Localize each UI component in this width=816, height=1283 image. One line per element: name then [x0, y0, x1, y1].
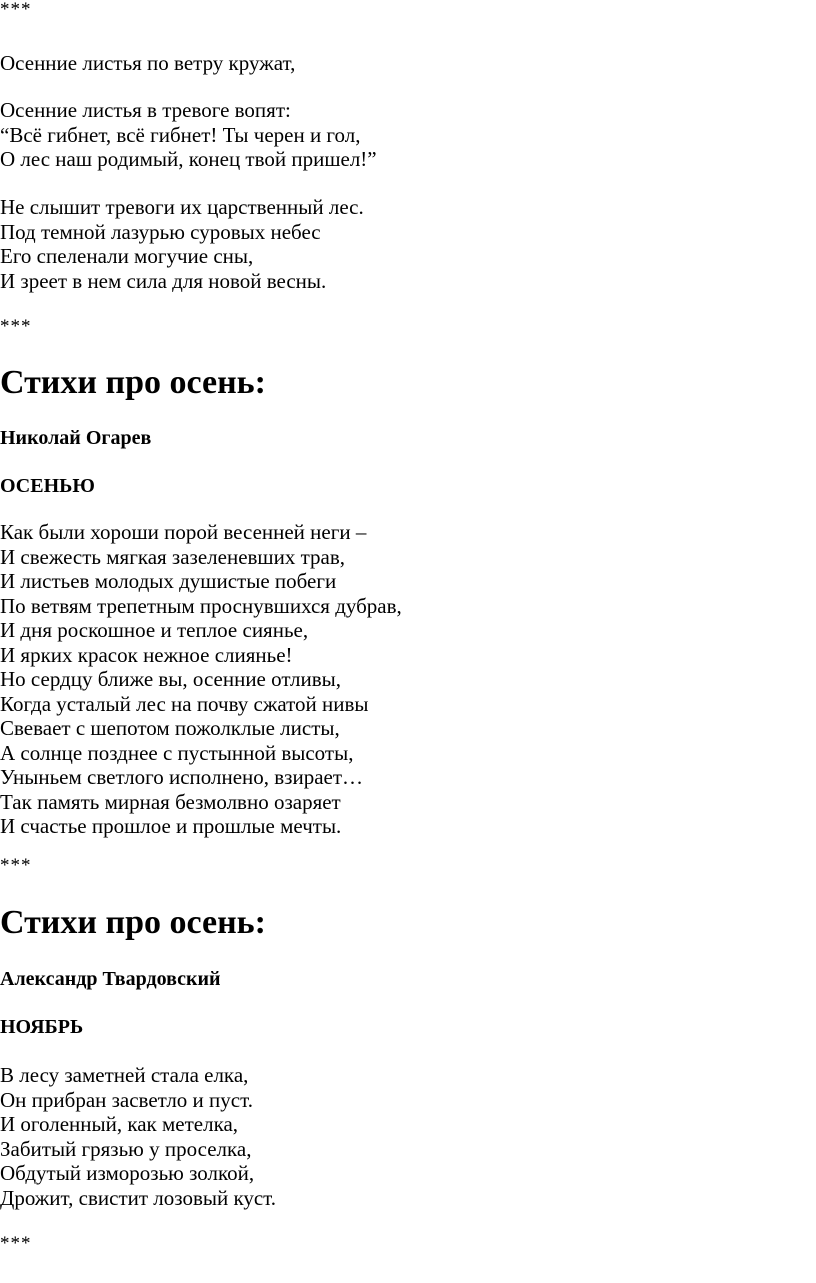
- poem-line: И ярких красок нежное слиянье!: [0, 642, 293, 667]
- poem-line: И свежесть мягкая зазеленевших трав,: [0, 544, 346, 569]
- poem-line: Но сердцу ближе вы, осенние отливы,: [0, 667, 341, 691]
- poem-line: Не слышит тревоги их царственный лес.: [0, 195, 364, 219]
- poem-line: По ветвям трепетным проснувшихся дубрав,: [0, 593, 402, 618]
- poem-line: И дня роскошное и теплое сиянье,: [0, 618, 309, 642]
- poem-line: В лесу заметней стала елка,: [0, 1063, 249, 1087]
- poem-line: И зреет в нем сила для новой весны.: [0, 268, 327, 293]
- section-heading: Стихи про осень:: [0, 364, 266, 401]
- poem-line: О лес наш родимый, конец твой пришел!”: [0, 147, 377, 171]
- poem-line: И листьев молодых душистые побеги: [0, 569, 337, 593]
- poem-line: И счастье прошлое и прошлые мечты.: [0, 814, 342, 838]
- poem-line: Он прибран засветло и пуст.: [0, 1087, 253, 1112]
- poem-title: ОСЕНЬЮ: [0, 475, 95, 497]
- separator-stars: ***: [0, 855, 32, 876]
- separator-stars: ***: [0, 0, 32, 20]
- poem-line: Его спеленали могучие сны,: [0, 244, 254, 268]
- poem-body: [0, 520, 402, 839]
- poem-line: Дрожит, свистит лозовый куст.: [0, 1185, 277, 1210]
- poem-line: И оголенный, как метелка,: [0, 1112, 239, 1136]
- poem-line: Так память мирная безмолвно озаряет: [0, 789, 341, 814]
- poem-author: Николай Огарев: [0, 427, 152, 449]
- poem-line: Свевает с шепотом пожолклые листы,: [0, 716, 340, 740]
- poem-author: Александр Твардовский: [0, 968, 221, 990]
- separator-stars: ***: [0, 1233, 32, 1254]
- intro-stanza-3: [0, 195, 364, 293]
- separator-stars: ***: [0, 316, 32, 337]
- poem-line: Осенние листья по ветру кружат,: [0, 51, 296, 75]
- poem-line: Забитый грязью у проселка,: [0, 1136, 252, 1161]
- intro-stanza-2: [0, 98, 377, 172]
- poem-line: Осенние листья в тревоге вопят:: [0, 98, 291, 122]
- poem-line: Под темной лазурью суровых небес: [0, 219, 321, 244]
- intro-stanza-1: [0, 51, 295, 76]
- poem-line: “Всё гибнет, всё гибнет! Ты черен и гол,: [0, 122, 361, 147]
- section-heading: Стихи про осень:: [0, 904, 266, 941]
- poem-line: Уныньем светлого исполнено, взирает…: [0, 765, 364, 789]
- poem-line: Обдутый изморозью золкой,: [0, 1161, 255, 1185]
- poem-title: НОЯБРЬ: [0, 1016, 84, 1038]
- poem-line: А солнце позднее с пустынной высоты,: [0, 740, 354, 765]
- poem-line: Как были хороши порой весенней неги –: [0, 520, 367, 544]
- poem-body: [0, 1063, 276, 1210]
- poem-line: Когда усталый лес на почву сжатой нивы: [0, 691, 369, 716]
